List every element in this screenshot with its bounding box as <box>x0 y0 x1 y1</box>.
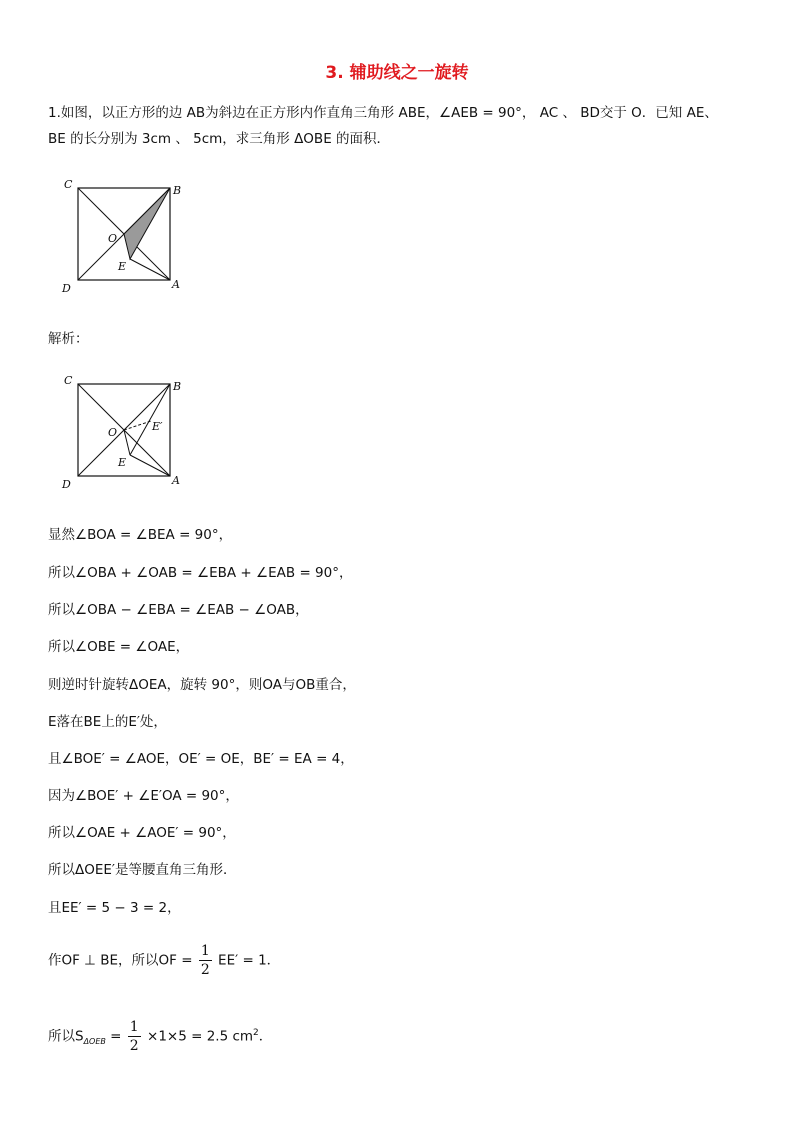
label-a: A <box>172 474 180 487</box>
area-subscript: ΔOEB <box>83 1037 106 1047</box>
label-a: A <box>172 278 180 291</box>
solution-step-10: 所以ΔOEE′是等腰直角三角形． <box>48 862 237 878</box>
solution-step-3: 所以∠OBA − ∠EBA = ∠EAB − ∠OAB， <box>48 602 309 618</box>
figure-2-rotation-diagram <box>56 370 196 492</box>
page-title: 3. 辅助线之一旋转 <box>325 63 469 83</box>
solution-step-4: 所以∠OBE = ∠OAE， <box>48 639 190 655</box>
fraction-denominator: 2 <box>200 962 210 978</box>
segment-ea <box>130 455 170 476</box>
problem-statement <box>48 100 758 152</box>
problem-line-2: BE 的长分别为 3cm 、 5cm，求三角形 ΔOBE 的面积． <box>48 131 391 147</box>
figure-1-square-diagram <box>56 174 196 296</box>
segment-ea <box>130 259 170 280</box>
fraction-numerator: 1 <box>129 1019 139 1035</box>
perpendicular-step <box>48 942 280 979</box>
fraction-one-half <box>128 1018 141 1055</box>
label-c: C <box>64 178 73 191</box>
solution-step-5: 则逆时针旋转ΔOEA，旋转 90°，则OA与OB重合， <box>48 677 356 693</box>
area-prefix: 所以S <box>48 1028 84 1045</box>
label-o: O <box>108 232 118 245</box>
label-d: D <box>62 478 71 491</box>
area-exponent: 2 <box>253 1028 259 1038</box>
solution-step-9: 所以∠OAE + ∠AOE′ = 90°， <box>48 825 236 841</box>
shaded-triangle-obe <box>124 188 170 259</box>
analysis-label: 解析： <box>48 331 89 347</box>
label-e: E <box>118 260 127 273</box>
segment-be <box>130 384 170 455</box>
perp-prefix: 作OF ⊥ BE，所以OF = <box>48 952 193 969</box>
label-e: E <box>118 456 127 469</box>
label-c: C <box>64 374 73 387</box>
label-b: B <box>173 184 182 197</box>
fraction-one-half <box>199 942 212 979</box>
solution-step-8: 因为∠BOE′ + ∠E′OA = 90°， <box>48 788 239 804</box>
perp-suffix: EE′ = 1． <box>218 952 281 969</box>
label-e-prime: E′ <box>152 420 163 433</box>
label-o: O <box>108 426 118 439</box>
area-equals: = <box>105 1028 122 1045</box>
solution-step-11: 且EE′ = 5 − 3 = 2， <box>48 900 181 916</box>
area-end: ． <box>258 1028 273 1045</box>
label-d: D <box>62 282 71 295</box>
solution-step-2: 所以∠OBA + ∠OAB = ∠EBA + ∠EAB = 90°， <box>48 565 353 581</box>
solution-step-6: E落在BE上的E′处， <box>48 714 167 730</box>
fraction-denominator: 2 <box>129 1038 139 1054</box>
label-b: B <box>173 380 182 393</box>
fraction-numerator: 1 <box>200 943 210 959</box>
problem-line-1: 1.如图，以正方形的边 AB为斜边在正方形内作直角三角形 ABE，∠AEB = 90°， AC 、 BD交于 O．已知 AE、 <box>48 105 718 121</box>
solution-step-1: 显然∠BOA = ∠BEA = 90°， <box>48 527 233 543</box>
solution-step-7: 且∠BOE′ = ∠AOE，OE′ = OE，BE′ = EA = 4， <box>48 751 354 767</box>
area-result <box>48 1018 272 1055</box>
area-suffix: ×1×5 = 2.5 cm <box>147 1028 254 1045</box>
segment-oe <box>124 430 130 455</box>
